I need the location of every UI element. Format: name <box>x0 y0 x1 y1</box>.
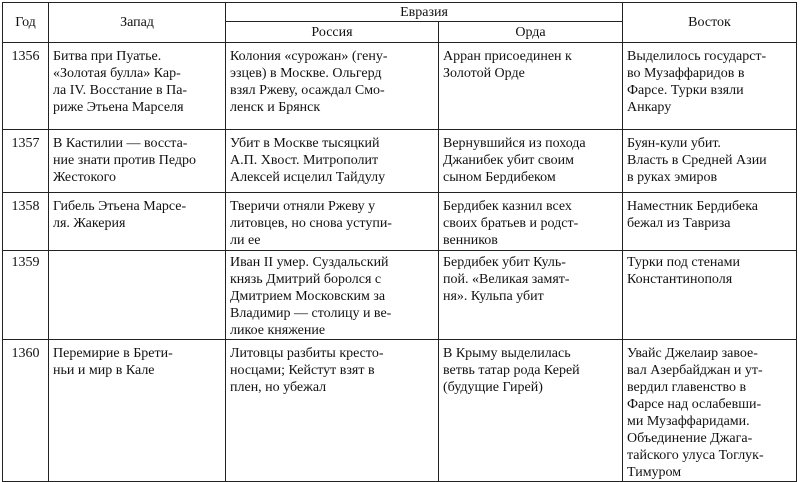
east-cell: Увайс Джелаир завое- вал Азербайджан и ут- вердил главенство в Фарсе над ослабевши- ми Музаффаридами. Объединение Джага- тайского улуса Тоглук- Тимуром <box>623 340 797 482</box>
russia-cell: Тверичи отняли Ржеву у литовцев, но снова уступи- ли ее <box>226 193 439 251</box>
russia-cell: Колония «сурожан» (гену- эзцев) в Москве. Ольгерд взял Ржеву, осаждал Смо- ленск и Брянск <box>226 43 439 130</box>
russia-cell: Иван II умер. Суздальский князь Дмитрий боролся с Дмитрием Московским за Владимир — столицу и ве- ликое княжение <box>226 251 439 340</box>
header-east: Восток <box>623 3 797 43</box>
table-row <box>3 193 797 251</box>
table-row <box>3 43 797 130</box>
horde-cell: Бердибек убит Куль- пой. «Великая замят- ня». Кульпа убит <box>439 251 623 340</box>
russia-cell: Убит в Москве тысяцкий А.П. Хвост. Митрополит Алексей исцелил Тайдулу <box>226 130 439 193</box>
table-row <box>3 340 797 482</box>
west-cell: Битва при Пуатье. «Золотая булла» Кар- ла IV. Восстание в Па- риже Этьена Марселя <box>49 43 226 130</box>
year-cell: 1359 <box>3 251 49 340</box>
table-row <box>3 251 797 340</box>
west-cell <box>49 251 226 340</box>
west-cell: Перемирие в Брети- ньи и мир в Кале <box>49 340 226 482</box>
east-cell: Выделилось государст- во Музаффаридов в Фарсе. Турки взяли Анкару <box>623 43 797 130</box>
east-cell: Буян-кули убит. Власть в Средней Азии в руках эмиров <box>623 130 797 193</box>
header-eurasia: Евразия <box>226 3 623 22</box>
year-cell: 1360 <box>3 340 49 482</box>
year-cell: 1357 <box>3 130 49 193</box>
horde-cell: Арран присоединен к Золотой Орде <box>439 43 623 130</box>
east-cell: Наместник Бердибека бежал из Тавриза <box>623 193 797 251</box>
year-cell: 1358 <box>3 193 49 251</box>
header-horde: Орда <box>439 22 623 43</box>
chronology-table <box>2 2 797 482</box>
header-year: Год <box>3 3 49 43</box>
west-cell: В Кастилии — восста- ние знати против Педро Жестокого <box>49 130 226 193</box>
west-cell: Гибель Этьена Марсе- ля. Жакерия <box>49 193 226 251</box>
horde-cell: Вернувшийся из похода Джанибек убит своим сыном Бердибеком <box>439 130 623 193</box>
russia-cell: Литовцы разбиты кресто- носцами; Кейстут взят в плен, но убежал <box>226 340 439 482</box>
header-russia: Россия <box>226 22 439 43</box>
horde-cell: В Крыму выделилась ветвь татар рода Керей (будущие Гирей) <box>439 340 623 482</box>
horde-cell: Бердибек казнил всех своих братьев и родст- венников <box>439 193 623 251</box>
table-row <box>3 130 797 193</box>
year-cell: 1356 <box>3 43 49 130</box>
header-west: Запад <box>49 3 226 43</box>
east-cell: Турки под стенами Константинополя <box>623 251 797 340</box>
